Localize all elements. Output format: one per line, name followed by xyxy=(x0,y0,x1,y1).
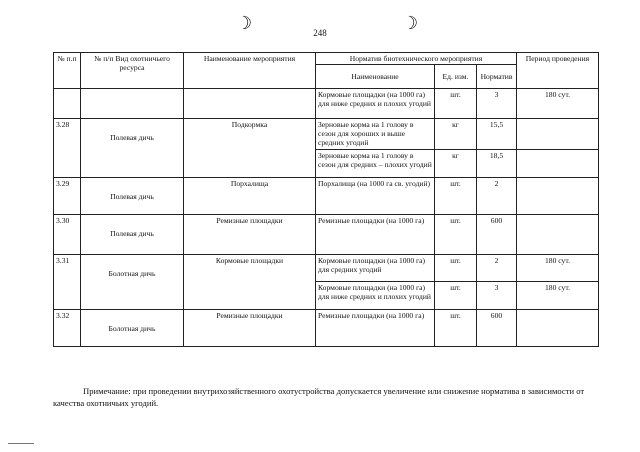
cell-resource xyxy=(81,89,184,119)
cell-period: 180 сут. xyxy=(517,255,599,282)
cell-period xyxy=(517,215,599,255)
cell-norm: 2 xyxy=(477,255,517,282)
page-corner-mark xyxy=(8,443,34,444)
cell-norm-name: Зерновые корма на 1 голову в сезон для хороших и выше средних угодий xyxy=(316,119,435,150)
cell-measure xyxy=(184,89,316,119)
header-period: Период проведения xyxy=(517,53,599,89)
cell-unit: кг xyxy=(435,119,477,150)
cell-norm: 600 xyxy=(477,215,517,255)
cell-norm: 600 xyxy=(477,310,517,347)
cell-norm-name: Кормовые площадки (на 1000 га) для ниже средних и плохих угодий xyxy=(316,282,435,310)
crescent-moon-icon: ☽ xyxy=(402,13,419,33)
cell-norm-name: Порхалища (на 1000 га св. угодий) xyxy=(316,178,435,215)
header-num: № п.п xyxy=(54,53,81,89)
cell-norm-name: Кормовые площадки (на 1000 га) для средних угодий xyxy=(316,255,435,282)
table-row xyxy=(54,89,599,119)
table-header xyxy=(54,53,599,89)
header-norm-group: Норматив биотехнического мероприятия xyxy=(316,53,517,65)
cell-unit: кг xyxy=(435,150,477,178)
cell-measure: Подкормка xyxy=(184,119,316,178)
cell-unit: шт. xyxy=(435,255,477,282)
crescent-moon-icon: ☽ xyxy=(236,13,253,33)
norms-table xyxy=(53,52,599,347)
cell-unit: шт. xyxy=(435,178,477,215)
cell-measure: Кормовые площадки xyxy=(184,255,316,310)
table-row xyxy=(54,255,599,282)
cell-measure: Ремизные площадки xyxy=(184,215,316,255)
table-body xyxy=(54,89,599,347)
cell-resource: Полевая дичь xyxy=(81,178,184,215)
cell-num xyxy=(54,89,81,119)
cell-period: 180 сут. xyxy=(517,89,599,119)
cell-norm: 3 xyxy=(477,282,517,310)
cell-norm-name: Зерновые корма на 1 голову в сезон для средних – плохих угодий xyxy=(316,150,435,178)
page-number: 248 xyxy=(313,28,327,38)
cell-unit: шт. xyxy=(435,282,477,310)
table-row xyxy=(54,119,599,150)
cell-num: 3.30 xyxy=(54,215,81,255)
cell-period xyxy=(517,178,599,215)
cell-resource: Полевая дичь xyxy=(81,215,184,255)
cell-norm-name: Ремизные площадки (на 1000 га) xyxy=(316,215,435,255)
cell-norm-name: Кормовые площадки (на 1000 га) для ниже средних и плохих угодий xyxy=(316,89,435,119)
cell-num: 3.28 xyxy=(54,119,81,178)
cell-unit: шт. xyxy=(435,215,477,255)
cell-unit: шт. xyxy=(435,89,477,119)
header-resource: № п/п Вид охотничьего ресурса xyxy=(81,53,184,89)
table-row xyxy=(54,178,599,215)
cell-num: 3.31 xyxy=(54,255,81,310)
cell-measure: Ремизные площадки xyxy=(184,310,316,347)
cell-num: 3.29 xyxy=(54,178,81,215)
cell-period xyxy=(517,310,599,347)
cell-resource: Болотная дичь xyxy=(81,310,184,347)
header-norm: Норматив xyxy=(477,65,517,89)
cell-norm: 3 xyxy=(477,89,517,119)
cell-num: 3.32 xyxy=(54,310,81,347)
header-measure: Наименование мероприятия xyxy=(184,53,316,89)
cell-unit: шт. xyxy=(435,310,477,347)
cell-norm: 2 xyxy=(477,178,517,215)
header-unit: Ед. изм. xyxy=(435,65,477,89)
cell-period: 180 сут. xyxy=(517,282,599,310)
footnote: Примечание: при проведении внутрихозяйственного охотустройства допускается увеличение или снижение норматива в зависимости от качества охотничьих угодий. xyxy=(53,385,585,409)
cell-norm: 18,5 xyxy=(477,150,517,178)
cell-period xyxy=(517,119,599,150)
cell-norm-name: Ремизные площадки (на 1000 га) xyxy=(316,310,435,347)
header-norm-name: Наименование xyxy=(316,65,435,89)
cell-period xyxy=(517,150,599,178)
cell-norm: 15,5 xyxy=(477,119,517,150)
cell-measure: Порхалища xyxy=(184,178,316,215)
cell-resource: Болотная дичь xyxy=(81,255,184,310)
page-header xyxy=(0,14,640,44)
table-row xyxy=(54,310,599,347)
table-row xyxy=(54,215,599,255)
cell-resource: Полевая дичь xyxy=(81,119,184,178)
